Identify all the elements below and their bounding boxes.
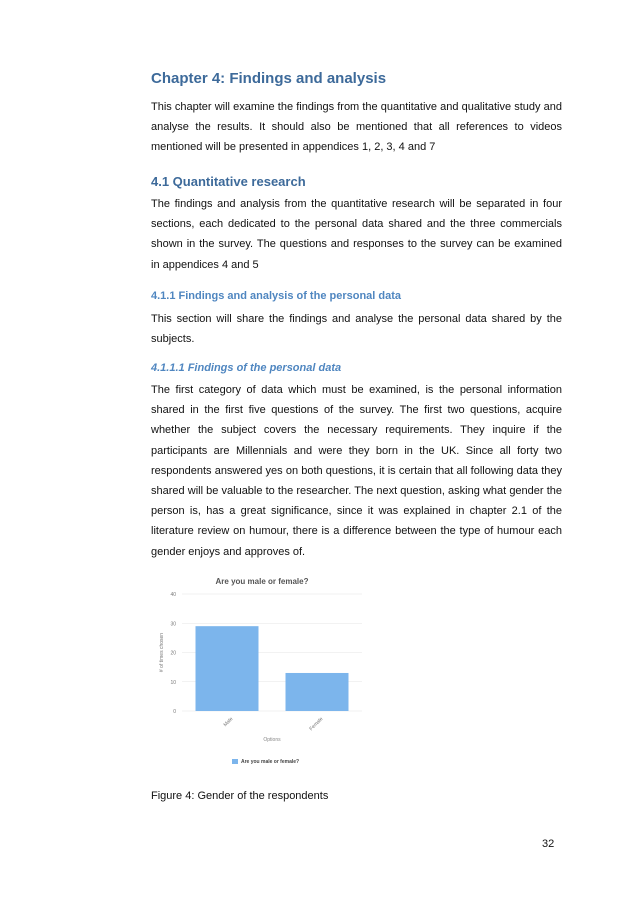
page-number: 32	[542, 838, 555, 850]
x-axis-label: Options	[263, 737, 281, 743]
section-4-1-heading: 4.1 Quantitative research	[151, 174, 306, 189]
section-4-1-1-heading: 4.1.1 Findings and analysis of the personal data	[151, 290, 402, 302]
legend-label: Are you male or female?	[241, 759, 300, 765]
y-tick-label: 10	[170, 679, 176, 686]
section-4-1-1-paragraph: This section will share the findings and analyse the personal data shared by the subjects.	[151, 313, 562, 346]
legend-swatch	[232, 759, 238, 764]
y-tick-label: 40	[170, 592, 176, 598]
section-4-1-1-1-paragraph: The first category of data which must be examined, is the personal information shared in the first five questions of the survey. The first two questions, acquire whether the subject covers the necessary requirements. They inquire if the participants are Millennials and were they born in the UK. Since all forty two respondents answered yes on both questions, it is certain that all following data they shared will be valuable to the researcher. The next question, asking what gender the person is, has a great significance, since it was explained in chapter 2.1 of the literature review on humour, there is a difference between the type of humour each gender enjoys and approves of.	[151, 384, 562, 558]
section-4-1-1-1-heading: 4.1.1.1 Findings of the personal data	[151, 362, 342, 374]
x-tick-label: Male	[222, 716, 235, 729]
chart-title: Are you male or female?	[215, 577, 309, 586]
bar-female	[286, 673, 349, 711]
y-axis-label: # of times chosen	[159, 632, 165, 673]
y-tick-label: 30	[170, 621, 176, 628]
figure-caption: Figure 4: Gender of the respondents	[151, 790, 329, 802]
section-4-1-paragraph: The findings and analysis from the quantitative research will be separated in four sections, each dedicated to the personal data shared and the three commercials shown in the survey. The questions and responses to the survey can be examined in appendices 4 and 5	[151, 198, 562, 271]
x-tick-label: Female	[308, 716, 325, 733]
gender-bar-chart	[152, 576, 372, 776]
intro-paragraph: This chapter will examine the findings from the quantitative and qualitative study and analyse the results. It should also be mentioned that all references to videos mentioned will be presented in appendices 1, 2, 3, 4 and 7	[151, 101, 562, 154]
bar-male	[196, 626, 259, 711]
y-tick-label: 0	[173, 709, 176, 715]
y-tick-label: 20	[170, 650, 176, 657]
chapter-heading: Chapter 4: Findings and analysis	[151, 70, 387, 87]
